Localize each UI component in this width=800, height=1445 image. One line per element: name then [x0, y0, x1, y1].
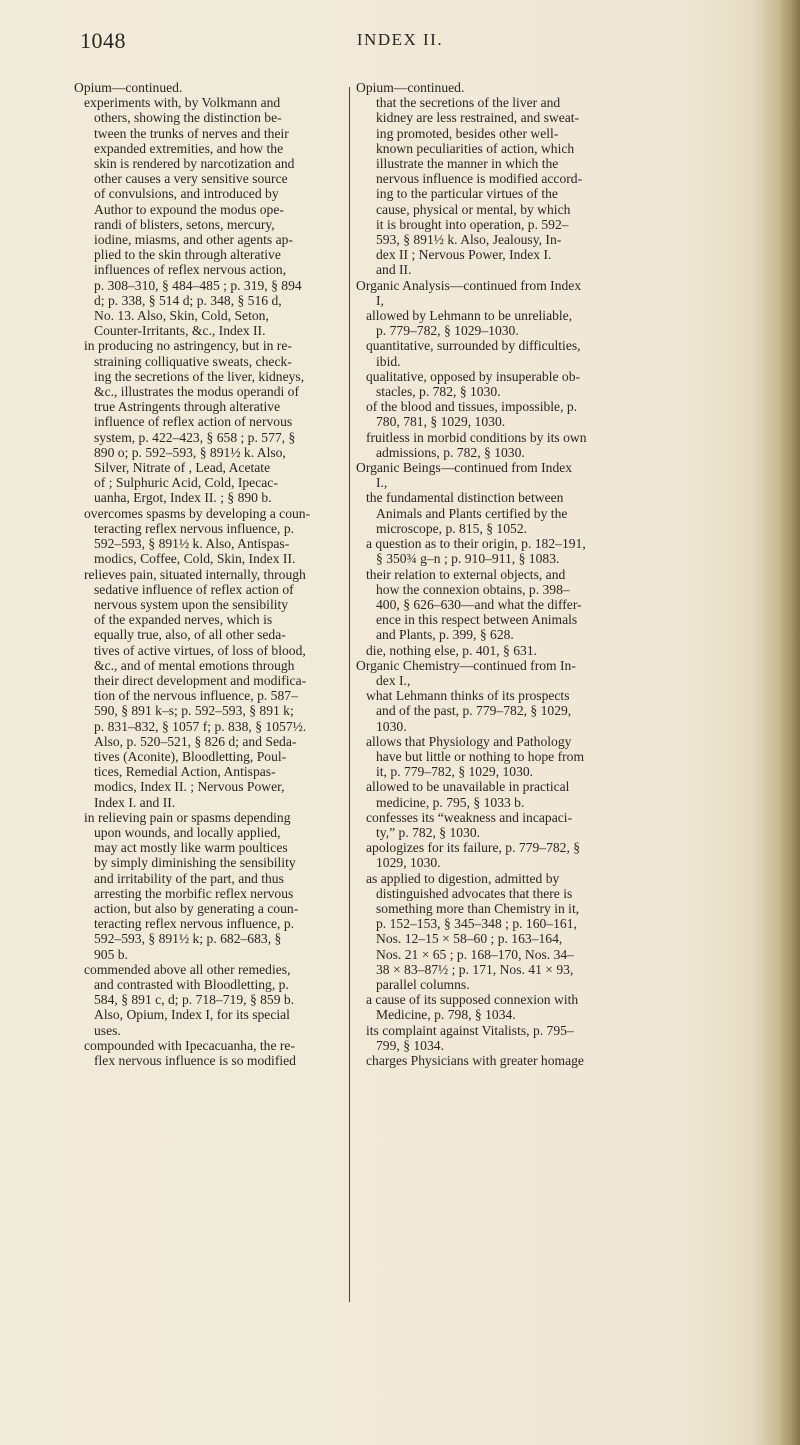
index-line: p. 831–832, § 1057 f; p. 838, § 1057½. — [94, 718, 307, 734]
left-column — [74, 80, 344, 1068]
index-line: Also, p. 520–521, § 826 d; and Seda- — [94, 733, 297, 749]
index-line: dex II ; Nervous Power, Index I. — [376, 247, 552, 263]
index-line: action, but also by generating a coun- — [94, 900, 299, 916]
index-line: qualitative, opposed by insuperable ob- — [366, 368, 581, 384]
index-line: expanded extremities, and how the — [94, 140, 284, 156]
index-line: ing the secretions of the liver, kidneys, — [94, 368, 305, 384]
index-line: dex I., — [376, 672, 411, 688]
index-heading: Organic Analysis—continued from Index — [356, 277, 582, 293]
index-line: stacles, p. 782, § 1030. — [376, 384, 501, 400]
index-line: kidney are less restrained, and sweat- — [376, 110, 580, 126]
page-number: 1048 — [80, 28, 126, 53]
index-line: § 350¾ g–n ; p. 910–911, § 1083. — [376, 551, 560, 567]
index-line: flex nervous influence is so modified — [94, 1053, 296, 1068]
index-line: tion of the nervous influence, p. 587– — [94, 688, 298, 704]
index-line: 905 b. — [94, 946, 128, 962]
index-line: d; p. 338, § 514 d; p. 348, § 516 d, — [94, 292, 282, 308]
index-line: ing promoted, besides other well- — [376, 125, 559, 141]
index-line: the fundamental distinction between — [366, 490, 564, 506]
index-heading: Opium—continued. — [74, 80, 183, 95]
index-line: system, p. 422–423, § 658 ; p. 577, § — [94, 429, 296, 445]
index-line: teracting reflex nervous influence, p. — [94, 520, 295, 536]
index-line: plied to the skin through alterative — [94, 247, 281, 263]
index-line: Nos. 21 × 65 ; p. 168–170, Nos. 34– — [376, 946, 574, 962]
index-line: 590, § 891 k–s; p. 592–593, § 891 k; — [94, 703, 294, 719]
index-heading: Opium—continued. — [356, 80, 465, 95]
index-line: Silver, Nitrate of , Lead, Acetate — [94, 460, 271, 476]
index-line: of convulsions, and introduced by — [94, 186, 279, 202]
index-line: may act mostly like warm poultices — [94, 840, 288, 856]
index-line: 592–593, § 891½ k; p. 682–683, § — [94, 931, 282, 947]
index-heading: Organic Chemistry—continued from In- — [356, 657, 576, 673]
column-divider — [349, 87, 350, 1302]
index-line: sedative influence of reflex action of — [94, 581, 294, 597]
index-line: other causes a very sensitive source — [94, 171, 288, 187]
index-line: Counter-Irritants, &c., Index II. — [94, 323, 266, 339]
index-line: compounded with Ipecacuanha, the re- — [84, 1037, 295, 1053]
index-line: relieves pain, situated internally, through — [84, 566, 306, 582]
index-line: 584, § 891 c, d; p. 718–719, § 859 b. — [94, 992, 295, 1008]
index-line: distinguished advocates that there is — [376, 885, 573, 901]
index-line: and irritability of the part, and thus — [94, 870, 284, 886]
index-line: p. 308–310, § 484–485 ; p. 319, § 894 — [94, 277, 302, 293]
index-line: ibid. — [376, 353, 401, 369]
index-line: upon wounds, and locally applied, — [94, 824, 281, 840]
index-line: allows that Physiology and Pathology — [366, 733, 572, 749]
index-line: influences of reflex nervous action, — [94, 262, 287, 278]
index-line: medicine, p. 795, § 1033 b. — [376, 794, 525, 810]
index-line: 890 o; p. 592–593, § 891½ k. Also, — [94, 444, 286, 460]
index-line: that the secretions of the liver and — [376, 95, 561, 111]
running-head: INDEX II. — [356, 30, 444, 49]
index-line: something more than Chemistry in it, — [376, 900, 580, 916]
index-line: cause, physical or mental, by which — [376, 201, 571, 217]
index-line: 1029, 1030. — [376, 855, 441, 871]
index-line: apologizes for its failure, p. 779–782, § — [366, 840, 581, 856]
index-line: tives of active virtues, of loss of blood, — [94, 642, 306, 658]
index-line: a cause of its supposed connexion with — [366, 992, 579, 1008]
index-line: Index I. and II. — [94, 794, 176, 810]
index-line: &c., and of mental emotions through — [94, 657, 295, 673]
index-line: 799, § 1034. — [376, 1037, 444, 1053]
index-line: their direct development and modifica- — [94, 672, 307, 688]
index-line: what Lehmann thinks of its prospects — [366, 688, 570, 704]
index-line: p. 779–782, § 1029–1030. — [376, 323, 519, 339]
index-line: allowed by Lehmann to be unreliable, — [366, 308, 573, 324]
index-line: known peculiarities of action, which — [376, 140, 575, 156]
page-header — [80, 28, 720, 58]
index-line: 592–593, § 891½ k. Also, Antispas- — [94, 536, 290, 552]
index-line: and Plants, p. 399, § 628. — [376, 627, 514, 643]
index-line: 1030. — [376, 718, 407, 734]
index-line: nervous influence is modified accord- — [376, 171, 583, 187]
index-line: it is brought into operation, p. 592– — [376, 216, 569, 232]
index-line: in producing no astringency, but in re- — [84, 338, 292, 354]
index-line: true Astringents through alterative — [94, 399, 281, 415]
index-line: ing to the particular virtues of the — [376, 186, 558, 202]
index-line: fruitless in morbid conditions by its own — [366, 429, 587, 445]
index-line: modics, Index II. ; Nervous Power, — [94, 779, 285, 795]
index-line: ence in this respect between Animals — [376, 612, 578, 628]
index-line: skin is rendered by narcotization and — [94, 156, 295, 172]
index-line: charges Physicians with greater homage — [366, 1053, 584, 1068]
index-line: quantitative, surrounded by difficulties, — [366, 338, 581, 354]
index-line: Nos. 12–15 × 58–60 ; p. 163–164, — [376, 931, 563, 947]
index-line: 593, § 891½ k. Also, Jealousy, In- — [376, 232, 562, 248]
index-line: 400, § 626–630—and what the differ- — [376, 596, 582, 612]
index-line: it, p. 779–782, § 1029, 1030. — [376, 764, 534, 780]
index-line: Author to expound the modus ope- — [94, 201, 284, 217]
index-line: randi of blisters, setons, mercury, — [94, 216, 275, 232]
index-line: 38 × 83–87½ ; p. 171, Nos. 41 × 93, — [376, 961, 574, 977]
index-line: tives (Aconite), Bloodletting, Poul- — [94, 748, 287, 764]
index-line: and of the past, p. 779–782, § 1029, — [376, 703, 572, 719]
index-line: parallel columns. — [376, 976, 470, 992]
index-line: 780, 781, § 1029, 1030. — [376, 414, 506, 430]
index-line: allowed to be unavailable in practical — [366, 779, 570, 795]
index-line: straining colliquative sweats, check- — [94, 353, 292, 369]
index-line: overcomes spasms by developing a coun- — [84, 505, 311, 521]
right-column — [356, 80, 628, 1068]
index-line: iodine, miasms, and other agents ap- — [94, 232, 293, 248]
index-line: confesses its “weakness and incapaci- — [366, 809, 573, 825]
index-line: p. 152–153, § 345–348 ; p. 160–161, — [376, 916, 577, 932]
index-line: and contrasted with Bloodletting, p. — [94, 976, 289, 992]
index-line: arresting the morbific reflex nervous — [94, 885, 294, 901]
index-line: have but little or nothing to hope from — [376, 748, 585, 764]
index-line: microscope, p. 815, § 1052. — [376, 520, 528, 536]
index-line: a question as to their origin, p. 182–191, — [366, 536, 586, 552]
index-line: No. 13. Also, Skin, Cold, Seton, — [94, 308, 269, 324]
index-line: ty,” p. 782, § 1030. — [376, 824, 481, 840]
index-line: modics, Coffee, Cold, Skin, Index II. — [94, 551, 296, 567]
index-line: Animals and Plants certified by the — [376, 505, 568, 521]
index-heading: Organic Beings—continued from Index — [356, 460, 573, 476]
index-line: I., — [376, 475, 388, 491]
index-line: uanha, Ergot, Index II. ; § 890 b. — [94, 490, 272, 506]
index-line: illustrate the manner in which the — [376, 156, 559, 172]
index-line: by simply diminishing the sensibility — [94, 855, 296, 871]
index-line: others, showing the distinction be- — [94, 110, 282, 126]
index-line: their relation to external objects, and — [366, 566, 566, 582]
index-line: as applied to digestion, admitted by — [366, 870, 560, 886]
index-line: Also, Opium, Index I, for its special — [94, 1007, 290, 1023]
index-line: tween the trunks of nerves and their — [94, 125, 289, 141]
page-edge-shadow — [778, 0, 800, 1445]
index-line: I, — [376, 292, 384, 308]
index-line: of the blood and tissues, impossible, p. — [366, 399, 578, 415]
index-line: die, nothing else, p. 401, § 631. — [366, 642, 538, 658]
index-line: commended above all other remedies, — [84, 961, 291, 977]
index-line: equally true, also, of all other seda- — [94, 627, 286, 643]
index-line: nervous system upon the sensibility — [94, 596, 289, 612]
index-line: experiments with, by Volkmann and — [84, 95, 281, 111]
index-line: teracting reflex nervous influence, p. — [94, 916, 295, 932]
index-line: in relieving pain or spasms depending — [84, 809, 291, 825]
index-line: Medicine, p. 798, § 1034. — [376, 1007, 516, 1023]
index-line: and II. — [376, 262, 412, 278]
index-line: how the connexion obtains, p. 398– — [376, 581, 570, 597]
index-line: of the expanded nerves, which is — [94, 612, 273, 628]
index-line: of ; Sulphuric Acid, Cold, Ipecac- — [94, 475, 278, 491]
index-line: influence of reflex action of nervous — [94, 414, 293, 430]
index-line: its complaint against Vitalists, p. 795– — [366, 1022, 574, 1038]
index-line: uses. — [94, 1022, 121, 1038]
index-line: tices, Remedial Action, Antispas- — [94, 764, 276, 780]
index-line: &c., illustrates the modus operandi of — [94, 384, 299, 400]
index-line: admissions, p. 782, § 1030. — [376, 444, 525, 460]
